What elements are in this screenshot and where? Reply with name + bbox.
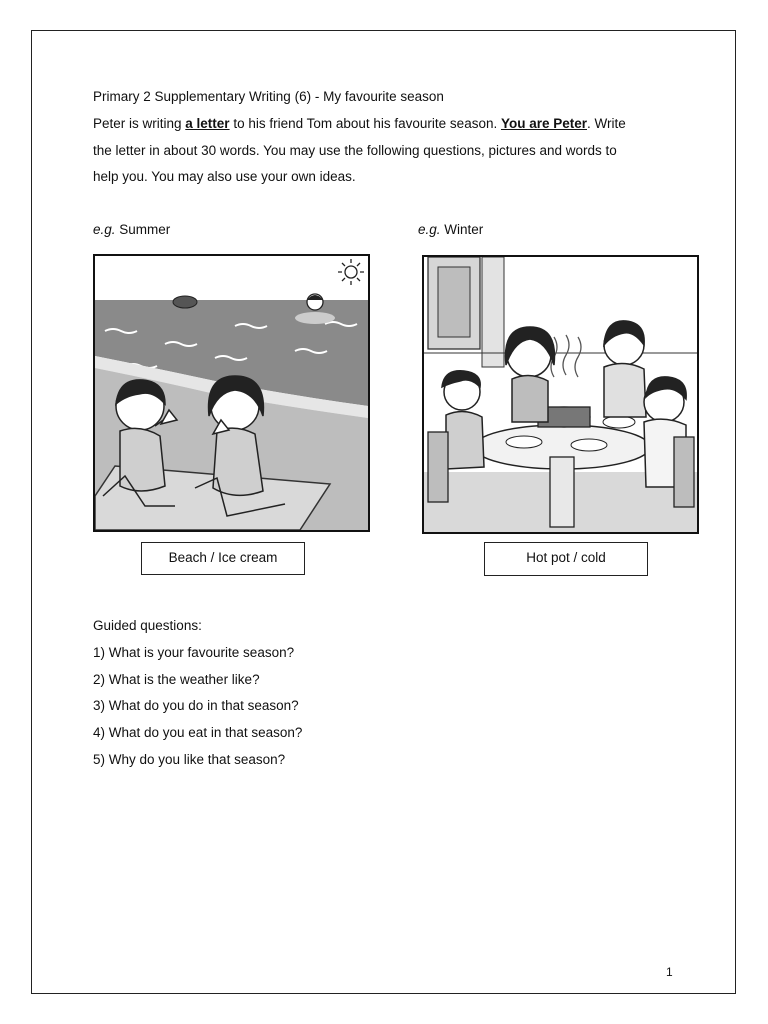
worksheet-title: Primary 2 Supplementary Writing (6) - My favourite season xyxy=(93,89,444,104)
winter-hotpot-illustration xyxy=(422,255,699,534)
season-name: Summer xyxy=(119,222,171,237)
guided-question: 1) What is your favourite season? xyxy=(93,645,295,660)
guided-heading: Guided questions: xyxy=(93,618,202,633)
emphasis-a-letter: a letter xyxy=(185,116,230,131)
instruction-text: Peter is writing xyxy=(93,116,186,131)
instruction-line-2: the letter in about 30 words. You may use the following questions, pictures and words to xyxy=(93,143,617,158)
eg-prefix: e.g. xyxy=(418,222,441,237)
guided-question: 5) Why do you like that season? xyxy=(93,752,286,767)
guided-question: 2) What is the weather like? xyxy=(93,672,260,687)
example-label-summer xyxy=(93,221,170,239)
instruction-line-3: help you. You may also use your own ideas. xyxy=(93,169,356,184)
emphasis-you-are-peter: You are Peter xyxy=(500,116,588,131)
guided-question: 3) What do you do in that season? xyxy=(93,698,299,713)
example-label-winter xyxy=(418,221,483,239)
eg-prefix: e.g. xyxy=(93,222,116,237)
summer-beach-illustration xyxy=(93,254,370,532)
caption-summer: Beach / Ice cream xyxy=(141,542,305,575)
caption-winter: Hot pot / cold xyxy=(484,542,648,576)
guided-question: 4) What do you eat in that season? xyxy=(93,725,303,740)
instruction-text: . Write xyxy=(587,116,626,131)
page-number: 1 xyxy=(666,965,673,979)
season-name: Winter xyxy=(444,222,484,237)
instruction-line-1 xyxy=(93,115,626,133)
instruction-text: to his friend Tom about his favourite season. xyxy=(229,116,501,131)
